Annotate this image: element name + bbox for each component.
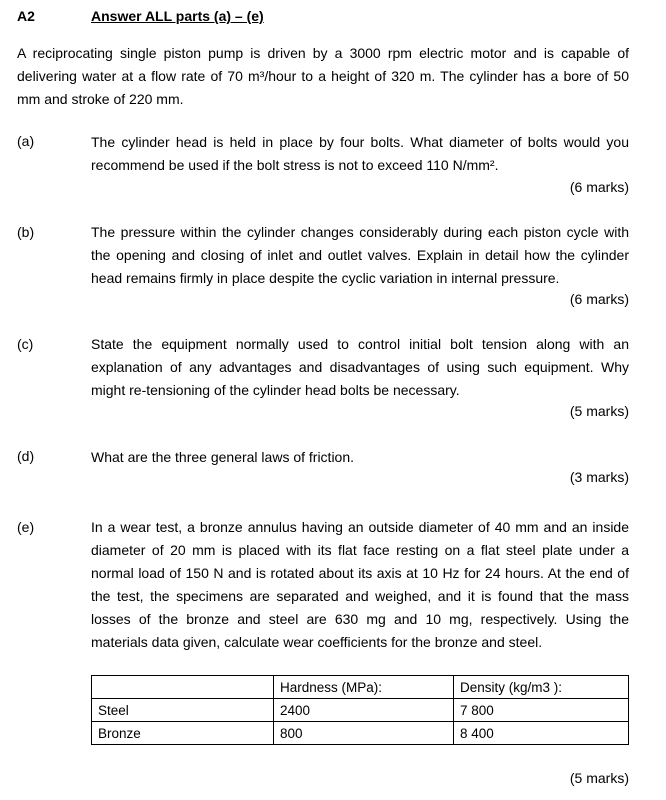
table-cell: Bronze [92,722,274,745]
table-cell: 7 800 [454,699,629,722]
table-cell: 800 [274,722,454,745]
question-instruction: Answer ALL parts (a) – (e) [91,8,264,24]
table-row [92,722,629,745]
table-cell: Steel [92,699,274,722]
table-header-cell: Hardness (MPa): [274,676,454,699]
part-e-text: In a wear test, a bronze annulus having an outside diameter of 40 mm and an inside diameter of 20 mm is placed with its flat face resting on a flat steel plate under a normal load of 150 N and is rotated about its axis at 10 Hz for 24 hours. At the end of the test, the specimens are separated and weighed, and it is found that the mass losses of the bronze and steel are 630 mg and 10 mg, respectively. Using the materials data given, calculate wear coefficients for the bronze and steel. [91,519,629,650]
table-header-row [92,676,629,699]
part-a-marks: (6 marks) [569,179,629,195]
part-e-marks: (5 marks) [569,770,629,786]
part-b-label: (b) [17,224,35,240]
part-e-label: (e) [17,519,35,535]
table-row [92,699,629,722]
materials-table [91,675,629,745]
part-d-marks: (3 marks) [569,469,629,485]
table-header-cell [92,676,274,699]
question-code: A2 [17,8,35,24]
part-c-marks: (5 marks) [569,403,629,419]
table-cell: 8 400 [454,722,629,745]
part-c-label: (c) [17,336,34,352]
part-d-text: What are the three general laws of friction. [91,449,355,465]
table-cell: 2400 [274,699,454,722]
table-header-cell: Density (kg/m3 ): [454,676,629,699]
intro-paragraph: A reciprocating single piston pump is driven by a 3000 rpm electric motor and is capable of delivering water at a flow rate of 70 m³/hour to a height of 320 m. The cylinder has a bore of 50 mm and stroke of 220 mm. [17,45,629,107]
part-c-text: State the equipment normally used to control initial bolt tension along with an explanation of any advantages and disadvantages of using such equipment. Why might re-tensioning of the cylinder head bolts be necessary. [91,336,629,398]
part-b-text: The pressure within the cylinder changes considerably during each piston cycle with the opening and closing of inlet and outlet valves. Explain in detail how the cylinder head remains firmly in place despite the cyclic variation in internal pressure. [91,224,629,286]
part-a-text: The cylinder head is held in place by four bolts. What diameter of bolts would you recommend be used if the bolt stress is not to exceed 110 N/mm². [91,134,629,173]
part-b-marks: (6 marks) [569,291,629,307]
part-d-label: (d) [17,448,35,464]
part-a-label: (a) [17,133,35,149]
